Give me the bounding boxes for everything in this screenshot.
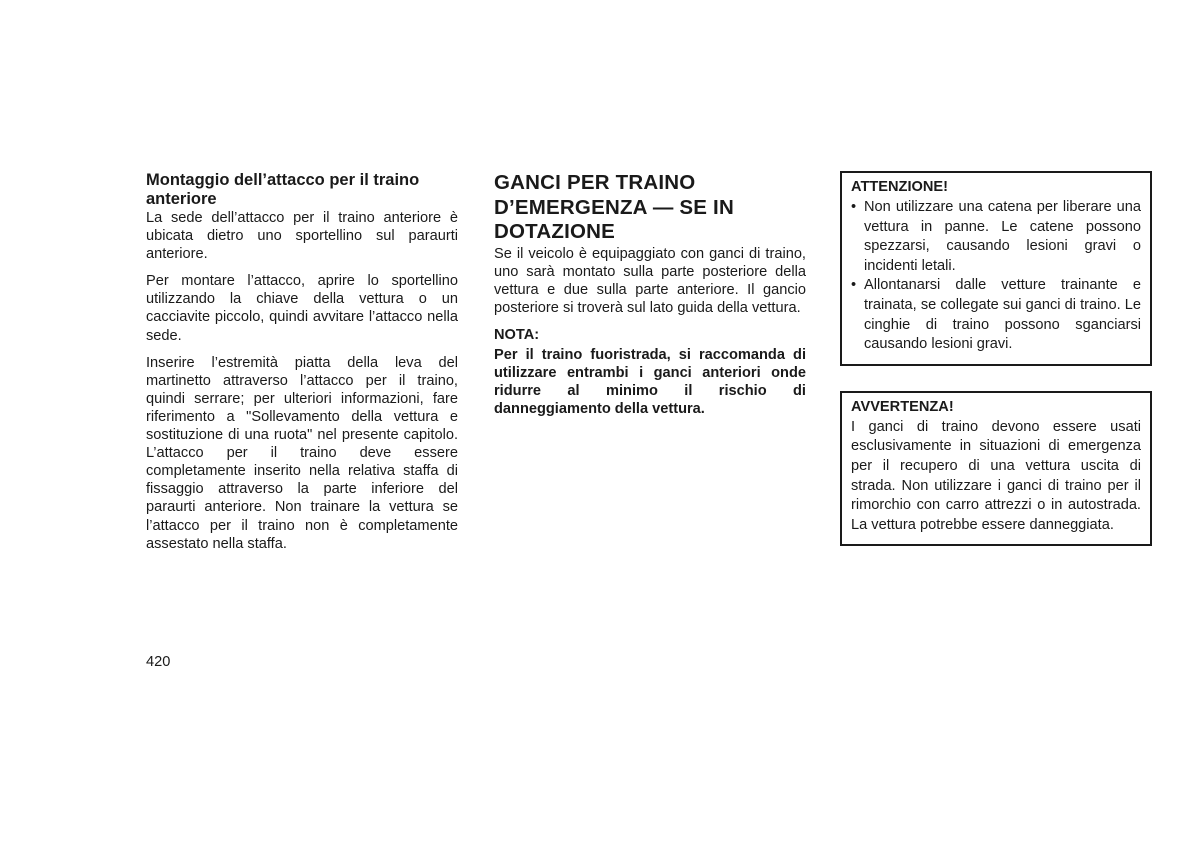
list-item bbox=[851, 198, 1141, 276]
list-item-text: Allontanarsi dalle vetture trainante e trainata, se collegate sui ganci di traino. Le cinghie di traino possono sganciarsi causando lesioni gravi. bbox=[864, 277, 1141, 353]
left-column bbox=[146, 171, 458, 553]
list-item bbox=[851, 276, 1141, 354]
warning-text: I ganci di traino devono essere usati esclusivamente in situazioni di emergenza per il recupero di una vettura uscita di strada. Non utilizzare i ganci di traino per il rimorchio con carro attrezzi o in autostrada. La vettura potrebbe essere danneggiata. bbox=[851, 418, 1141, 533]
right-column bbox=[840, 171, 1152, 546]
paragraph: La sede dell’attacco per il traino anteriore è ubicata dietro uno sportellino sul paraurti anteriore. bbox=[146, 210, 458, 263]
paragraph: Per montare l’attacco, aprire lo sportellino utilizzando la chiave della vettura o un cacciavite piccolo, quindi avvitare l’attacco nella sede. bbox=[146, 273, 458, 344]
warning-box bbox=[840, 391, 1152, 547]
bullet-icon: • bbox=[851, 199, 857, 215]
section-heading: GANCI PER TRAINO D’EMERGENZA — SE IN DOTAZIONE bbox=[494, 171, 734, 243]
caution-list bbox=[851, 198, 1141, 355]
caution-title: ATTENZIONE! bbox=[851, 179, 949, 195]
note-text: Per il traino fuoristrada, si raccomanda di utilizzare entrambi i ganci anteriori onde ridurre al minimo il rischio di danneggiamento della vettura. bbox=[494, 346, 806, 418]
section-subheading: Montaggio dell’attacco per il traino anteriore bbox=[146, 171, 420, 208]
paragraph: Inserire l’estremità piatta della leva del martinetto attraverso l’attacco per il traino, quindi serrare; per ulteriori informazioni, fare riferimento a "Sollevamento della vettura e sostituzione di una ruota" nel presente capitolo. L’attacco per il traino deve essere completamente inserito nella relativa staffa di fissaggio attraverso la parte inferiore del paraurti anteriore. Non trainare la vettura se l’attacco per il traino non è completamente assestato nella staffa. bbox=[146, 354, 458, 552]
middle-column bbox=[494, 171, 806, 418]
paragraph: Se il veicolo è equipaggiato con ganci di traino, uno sarà montato sulla parte posteriore della vettura e due sulla parte anteriore. Il gancio posteriore si troverà sul lato guida della vettura. bbox=[494, 245, 806, 316]
note-label: NOTA: bbox=[494, 326, 540, 343]
bullet-icon: • bbox=[851, 277, 857, 294]
warning-title: AVVERTENZA! bbox=[851, 398, 954, 415]
list-item-text: Non utilizzare una catena per liberare una vettura in panne. Le catene possono spezzarsi, causando lesioni gravi o incidenti letali. bbox=[864, 199, 1141, 274]
caution-box bbox=[840, 171, 1152, 366]
page-number: 420 bbox=[146, 654, 171, 670]
